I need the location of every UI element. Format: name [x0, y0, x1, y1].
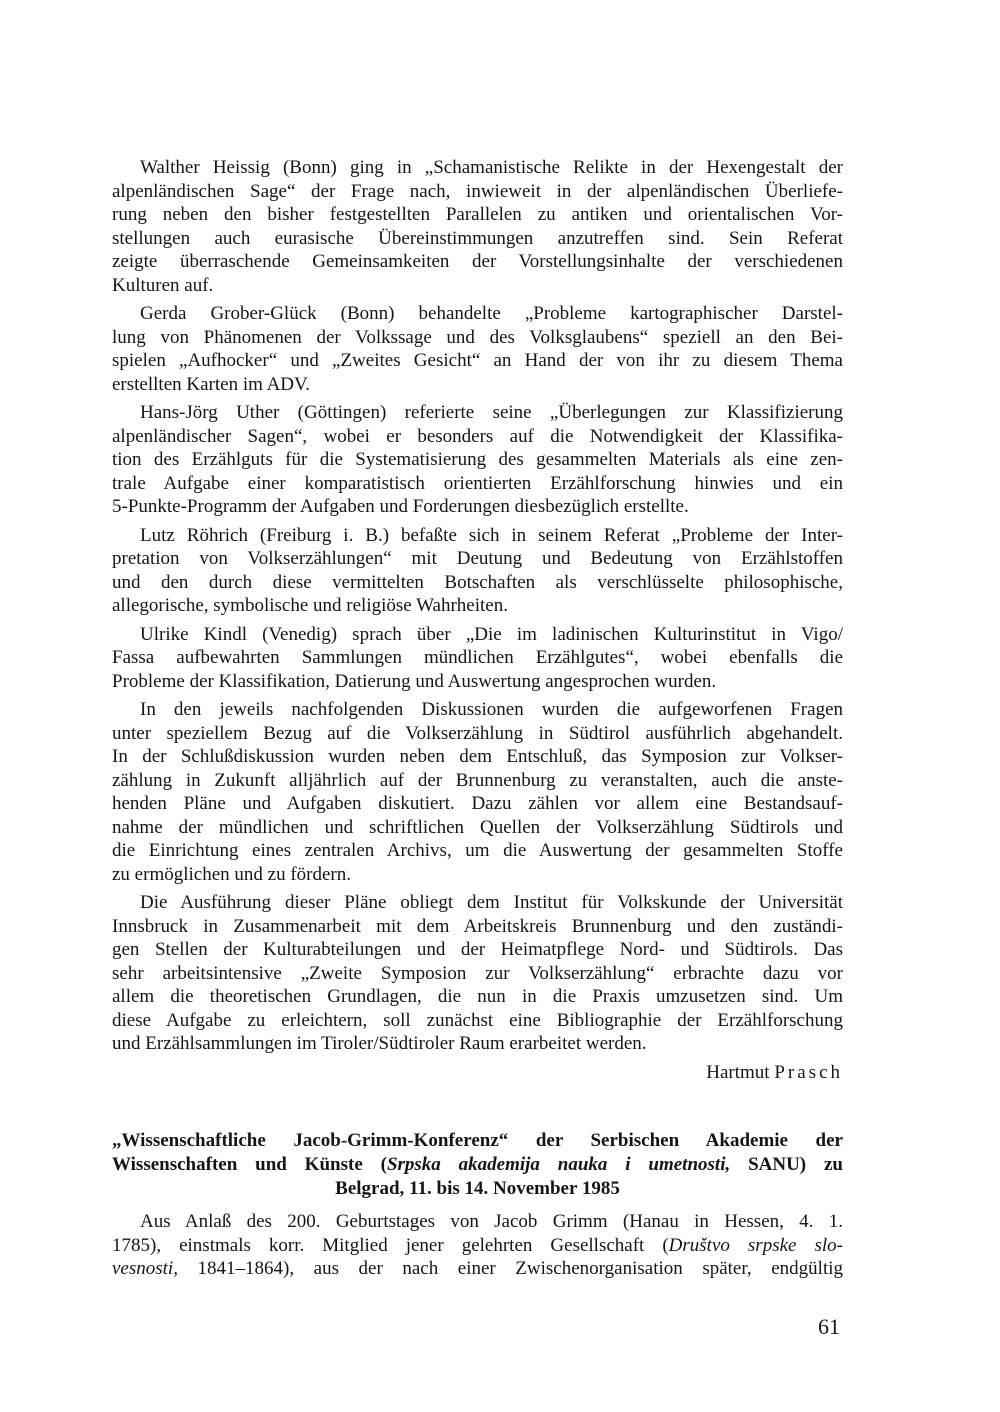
text-segment: In der Schlußdiskussion wurden neben dem Entschluß, das Symposion zur Volkser- [112, 746, 843, 767]
text-segment: Lutz Röhrich (Freiburg i. B.) befaßte sich in seinem Referat „Probleme der Inter- [140, 524, 843, 546]
text-segment: allegorische, symbolische und religiöse Wahrheiten. [112, 595, 508, 616]
author-given-name: Hartmut [706, 1061, 770, 1083]
paragraph [112, 1129, 843, 1201]
text-line [112, 547, 843, 571]
paragraph [112, 401, 843, 519]
text-line [112, 985, 843, 1009]
text-segment: zeigte überraschende Gemeinsamkeiten der Vorstellungsinhalte der verschiedenen [112, 251, 843, 272]
text-segment: Belgrad, 11. bis 14. November 1985 [335, 1178, 620, 1199]
text-line [112, 646, 843, 670]
text-segment: Walther Heissig (Bonn) ging in „Schamanistische Relikte in der Hexengestalt der [140, 157, 843, 178]
text-line [112, 448, 843, 472]
text-segment: 1785), einstmals korr. Mitglied jener gelehrten Gesellschaft ( [112, 1234, 669, 1256]
text-segment: sehr arbeitsintensive „Zweite Symposion zur Volkserzählung“ erbrachte dazu vor [112, 962, 843, 984]
paragraph [112, 524, 843, 618]
text-line [112, 769, 843, 793]
article-body [112, 1210, 843, 1281]
text-segment: Kulturen auf. [112, 274, 214, 296]
text-segment: SANU) zu [730, 1154, 843, 1175]
text-segment: Innsbruck in Zusammenarbeit mit dem Arbeitskreis Brunnenburg und den zuständi- [112, 915, 843, 937]
text-segment: Wissenschaften und Künste ( [112, 1154, 387, 1175]
text-line [112, 571, 843, 595]
text-line [112, 373, 843, 397]
text-line [112, 1009, 843, 1033]
text-segment: rung neben den bisher festgestellten Parallelen zu antiken und orientalischen Vor- [112, 204, 843, 225]
conference-report-body [112, 156, 843, 1056]
text-line [112, 349, 843, 373]
text-segment: stellungen auch eurasische Übereinstimmungen anzutreffen sind. Sein Referat [112, 227, 843, 249]
text-line [112, 302, 843, 326]
text-line [112, 863, 843, 887]
text-line [112, 156, 843, 180]
text-line [112, 1129, 843, 1153]
text-line [112, 938, 843, 962]
author-signature [112, 1061, 843, 1085]
text-segment: Ulrike Kindl (Venedig) sprach über „Die im ladinischen Kulturinstitut in Vigo/ [140, 623, 843, 645]
text-segment: diese Aufgabe zu erleichtern, soll zunächst eine Bibliographie der Erzählforschung [112, 1009, 843, 1031]
text-line [112, 401, 843, 425]
text-line [112, 250, 843, 274]
page-number: 61 [818, 1313, 840, 1339]
text-line [112, 722, 843, 746]
text-segment: alpenländischen Sage“ der Frage nach, inwieweit in der alpenländischen Überliefe- [112, 180, 843, 202]
text-segment: In den jeweils nachfolgenden Diskussionen wurden die aufgeworfenen Fragen [140, 699, 843, 720]
text-segment: 5-Punkte-Programm der Aufgaben und Forderungen diesbezüglich erstellte. [112, 496, 689, 517]
text-segment: erstellten Karten im ADV. [112, 373, 311, 395]
text-segment: Probleme der Klassifikation, Datierung und Auswertung angesprochen wurden. [112, 670, 717, 692]
paragraph [112, 623, 843, 694]
text-line [112, 472, 843, 496]
text-line [112, 1032, 843, 1056]
paragraph [112, 698, 843, 886]
text-line [112, 1257, 843, 1281]
text-line [112, 915, 843, 939]
text-segment: unter speziellem Bezug auf die Volkserzählung in Südtirol ausführlich abgehandelt. [112, 722, 843, 744]
text-segment: allem die theoretischen Grundlagen, die nun in die Praxis umzusetzen sind. Um [112, 986, 843, 1007]
text-segment: lung von Phänomenen der Volkssage und des Volksglaubens“ speziell an den Bei- [112, 326, 843, 348]
text-line [112, 698, 843, 722]
text-line [112, 227, 843, 251]
text-segment: Aus Anlaß des 200. Geburtstages von Jacob Grimm (Hanau in Hessen, 4. 1. [140, 1211, 843, 1232]
article-heading [112, 1129, 843, 1201]
text-line [112, 891, 843, 915]
text-line [112, 425, 843, 449]
italic-text: vesnosti, [112, 1258, 178, 1279]
italic-text: Društvo srpske slo- [668, 1234, 843, 1256]
text-line [112, 594, 843, 618]
paragraph [112, 302, 843, 396]
text-segment: henden Pläne und Aufgaben diskutiert. Dazu zählen vor allem eine Bestandsauf- [112, 793, 843, 814]
text-segment: nahme der mündlichen und schriftlichen Quellen der Volkserzählung Südtirols und [112, 816, 843, 838]
text-segment: Gerda Grober-Glück (Bonn) behandelte „Probleme kartographischer Darstel- [140, 303, 843, 324]
text-line [112, 745, 843, 769]
text-line [112, 524, 843, 548]
text-line [112, 203, 843, 227]
text-segment: und den durch diese vermittelten Botschaften als verschlüsselte philosophische, [112, 571, 843, 593]
text-segment: 1841–1864), aus der nach einer Zwischenorganisation später, endgültig [177, 1258, 843, 1279]
text-line [112, 326, 843, 350]
text-segment: pretation von Volkserzählungen“ mit Deutung und Bedeutung von Erzählstoffen [112, 548, 843, 569]
text-segment: tion des Erzählguts für die Systematisierung des gesammelten Materials als eine zen- [112, 449, 843, 470]
text-segment: „Wissenschaftliche Jacob-Grimm-Konferenz“ der Serbischen Akademie der [112, 1130, 843, 1151]
text-segment: die Einrichtung eines zentralen Archivs, um die Auswertung der gesammelten Stoffe [112, 840, 843, 861]
paragraph [112, 156, 843, 297]
text-line [112, 962, 843, 986]
text-segment: spielen „Aufhocker“ und „Zweites Gesicht“ an Hand der von ihr zu diesem Thema [112, 350, 843, 371]
text-line [112, 1234, 843, 1258]
text-segment: zählung in Zukunft alljährlich auf der Brunnenburg zu veranstalten, auch die anste- [112, 769, 843, 791]
text-segment: gen Stellen der Kulturabteilungen und der Heimatpflege Nord- und Südtirols. Das [112, 939, 843, 960]
paragraph [112, 891, 843, 1056]
text-line [112, 623, 843, 647]
paragraph [112, 1210, 843, 1281]
text-line [112, 180, 843, 204]
italic-text: Srpska akademija nauka i umetnosti, [386, 1154, 731, 1175]
text-segment: alpenländischer Sagen“, wobei er besonders auf die Notwendigkeit der Klassifika- [112, 425, 843, 447]
text-segment: Fassa aufbewahrten Sammlungen mündlichen Erzählgutes“, wobei ebenfalls die [112, 647, 843, 668]
text-line [112, 792, 843, 816]
text-column [112, 156, 843, 1340]
text-segment: und Erzählsammlungen im Tiroler/Südtiroler Raum erarbeitet werden. [112, 1033, 647, 1054]
text-line [112, 1210, 843, 1234]
text-segment: zu ermöglichen und zu fördern. [112, 863, 351, 885]
text-line [112, 816, 843, 840]
text-line [112, 495, 843, 519]
text-segment: Die Ausführung dieser Pläne obliegt dem Institut für Volkskunde der Universität [140, 892, 843, 913]
text-line [112, 1153, 843, 1177]
text-line [112, 1177, 843, 1201]
text-line [112, 274, 843, 298]
author-family-name: Prasch [774, 1061, 843, 1083]
text-segment: Hans-Jörg Uther (Göttingen) referierte seine „Überlegungen zur Klassifizierung [140, 402, 843, 423]
text-segment: trale Aufgabe einer komparatistisch orientierten Erzählforschung hinwies und ein [112, 472, 843, 494]
text-line [112, 670, 843, 694]
text-line [112, 839, 843, 863]
